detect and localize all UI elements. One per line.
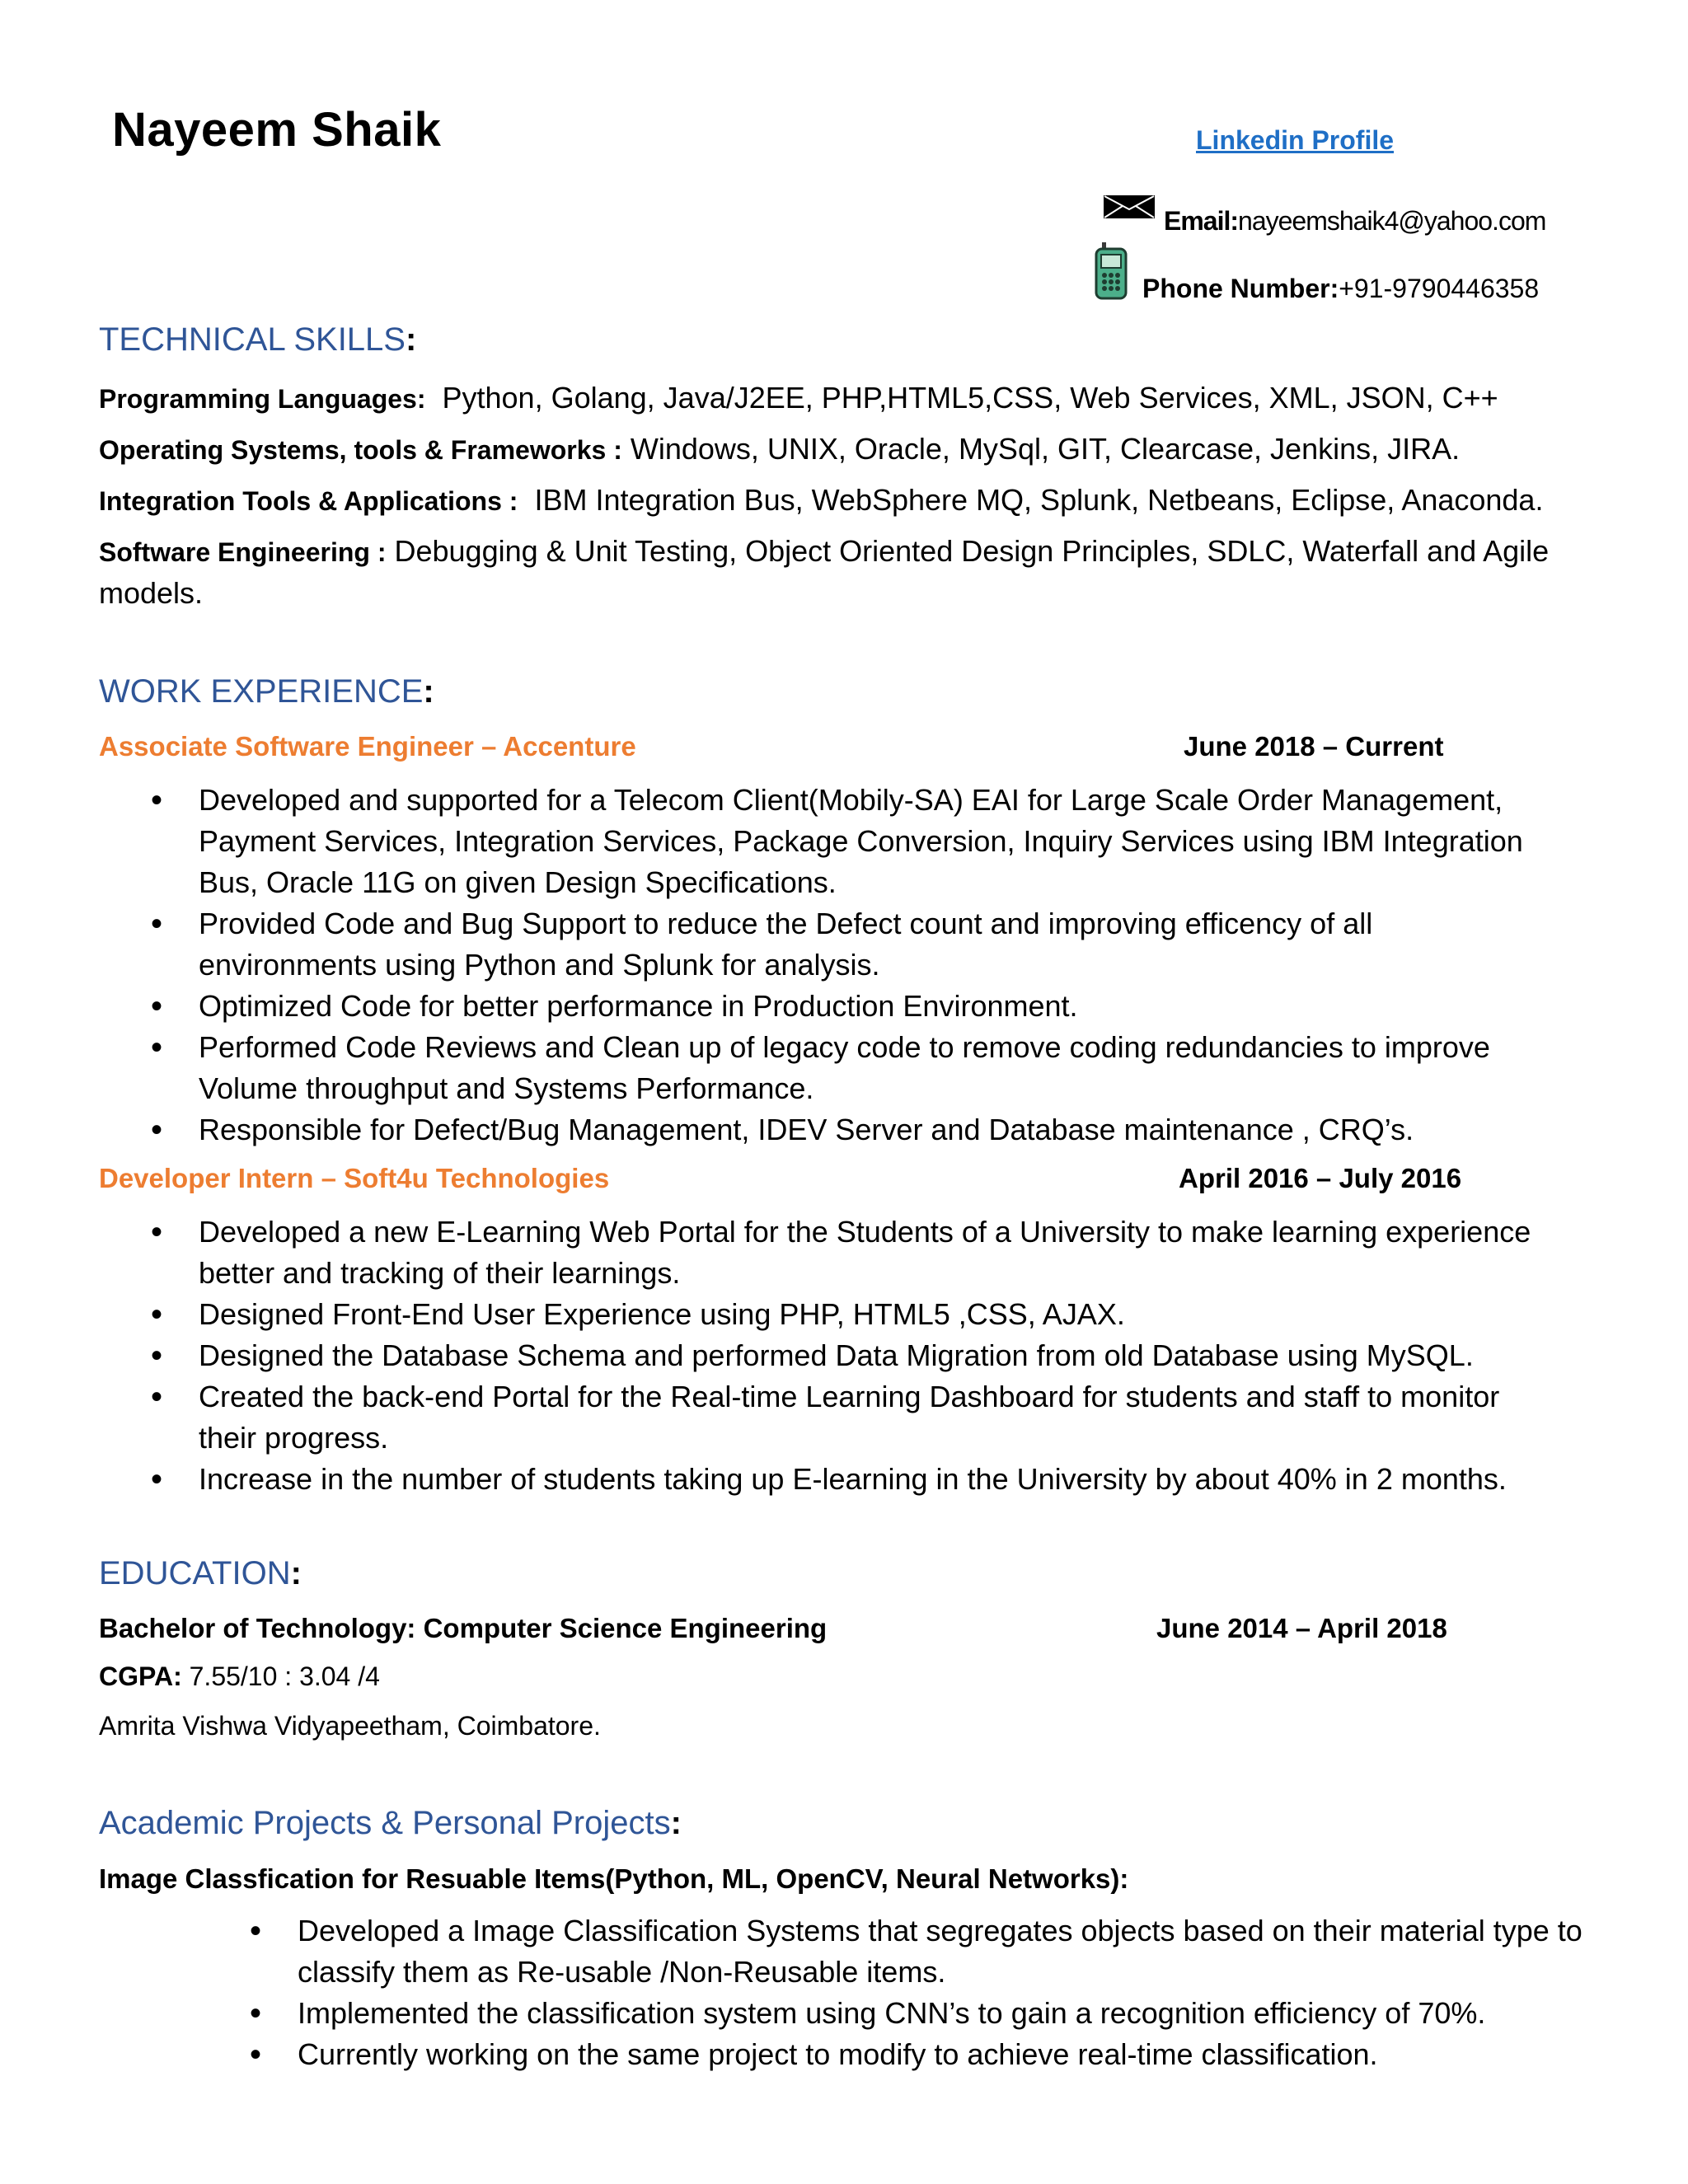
- list-item: • Designed the Database Schema and performed Data Migration from old Database using MySQL.: [199, 1335, 1559, 1376]
- job-date: April 2016 – July 2016: [1179, 1163, 1462, 1193]
- education-heading: EDUCATION:: [99, 1555, 302, 1591]
- list-item: • Designed Front-End User Experience using PHP, HTML5 ,CSS, AJAX.: [199, 1294, 1559, 1335]
- list-item: • Increase in the number of students taking up E-learning in the University by about 40% in 2 months.: [199, 1459, 1559, 1500]
- degree: Bachelor of Technology: Computer Science Engineering: [99, 1613, 828, 1643]
- phone-value: +91-9790446358: [1339, 274, 1540, 303]
- email-line: [1164, 206, 1545, 237]
- list-item: • Implemented the classification system using CNN’s to gain a recognition efficiency of 70%.: [298, 1993, 1583, 2034]
- project-title: Image Classfication for Resuable Items(Python, ML, OpenCV, Neural Networks):: [99, 1863, 1129, 1894]
- skill-row: [99, 429, 1574, 471]
- skill-label: Integration Tools & Applications :: [99, 486, 518, 516]
- technical-skills-heading: TECHNICAL SKILLS:: [99, 321, 417, 358]
- skill-row: [99, 377, 1574, 419]
- skill-label: Software Engineering :: [99, 537, 387, 567]
- projects-heading: Academic Projects & Personal Projects:: [99, 1805, 682, 1841]
- mobile-phone-icon: [1094, 242, 1128, 300]
- candidate-name: Nayeem Shaik: [112, 103, 442, 157]
- education-date: June 2014 – April 2018: [1156, 1613, 1447, 1643]
- skill-value: Python, Golang, Java/J2EE, PHP,HTML5,CSS, Web Services, XML, JSON, C++: [425, 381, 1498, 415]
- skill-value: Debugging & Unit Testing, Object Oriented Design Principles, SDLC, Waterfall and Agile models.: [99, 534, 1550, 610]
- cgpa-value: 7.55/10 : 3.04 /4: [181, 1661, 380, 1691]
- envelope-icon: [1103, 194, 1156, 219]
- projects-title: Academic Projects & Personal Projects: [99, 1805, 671, 1841]
- list-item: • Optimized Code for better performance in Production Environment.: [199, 986, 1559, 1027]
- list-item: • Performed Code Reviews and Clean up of legacy code to remove coding redundancies to improve Volume throughput and Systems Performance.: [199, 1027, 1559, 1109]
- list-item: • Developed and supported for a Telecom Client(Mobily-SA) EAI for Large Scale Order Management, Payment Services, Integration Services, Package Conversion, Inquiry Services using IBM Integration Bus, Oracle 11G on given Design Specifications.: [199, 780, 1559, 903]
- skill-value: IBM Integration Bus, WebSphere MQ, Splunk, Netbeans, Eclipse, Anaconda.: [518, 483, 1544, 517]
- work-experience-heading: WORK EXPERIENCE:: [99, 673, 434, 710]
- phone-label: Phone Number:: [1142, 274, 1339, 303]
- list-item: • Currently working on the same project to modify to achieve real-time classification.: [298, 2034, 1583, 2075]
- cgpa-line: [99, 1661, 380, 1692]
- list-item: • Created the back-end Portal for the Real-time Learning Dashboard for students and staff to monitor their progress.: [199, 1376, 1559, 1459]
- skill-label: Operating Systems, tools & Frameworks :: [99, 435, 622, 465]
- job-bullets: [199, 1212, 1559, 1500]
- email-label: Email:: [1164, 206, 1239, 236]
- school: Amrita Vishwa Vidyapeetham, Coimbatore.: [99, 1711, 601, 1741]
- phone-line: [1142, 274, 1539, 304]
- skill-row: [99, 480, 1574, 522]
- skill-value: Windows, UNIX, Oracle, MySql, GIT, Clearcase, Jenkins, JIRA.: [621, 432, 1461, 466]
- project-bullets: [298, 1910, 1583, 2075]
- education-title: EDUCATION: [99, 1555, 291, 1591]
- cgpa-label: CGPA:: [99, 1661, 182, 1691]
- email-value: nayeemshaik4@yahoo.com: [1238, 206, 1546, 236]
- skill-label: Programming Languages:: [99, 384, 426, 414]
- list-item: • Developed a Image Classification Systems that segregates objects based on their material type to classify them as Re-usable /Non-Reusable items.: [298, 1910, 1583, 1993]
- list-item: • Responsible for Defect/Bug Management, IDEV Server and Database maintenance , CRQ’s.: [199, 1109, 1559, 1151]
- job-title: Developer Intern – Soft4u Technologies: [99, 1163, 610, 1193]
- work-experience-title: WORK EXPERIENCE: [99, 673, 424, 710]
- linkedin-profile-link[interactable]: Linkedin Profile: [1196, 125, 1395, 155]
- job-bullets: [199, 780, 1559, 1151]
- list-item: • Provided Code and Bug Support to reduce the Defect count and improving efficency of all environments using Python and Splunk for analysis.: [199, 903, 1559, 986]
- skill-row: [99, 531, 1574, 614]
- technical-skills-title: TECHNICAL SKILLS: [99, 321, 406, 358]
- list-item: • Developed a new E-Learning Web Portal for the Students of a University to make learning experience better and tracking of their learnings.: [199, 1212, 1559, 1294]
- job-title: Associate Software Engineer – Accenture: [99, 731, 636, 762]
- job-date: June 2018 – Current: [1184, 731, 1444, 762]
